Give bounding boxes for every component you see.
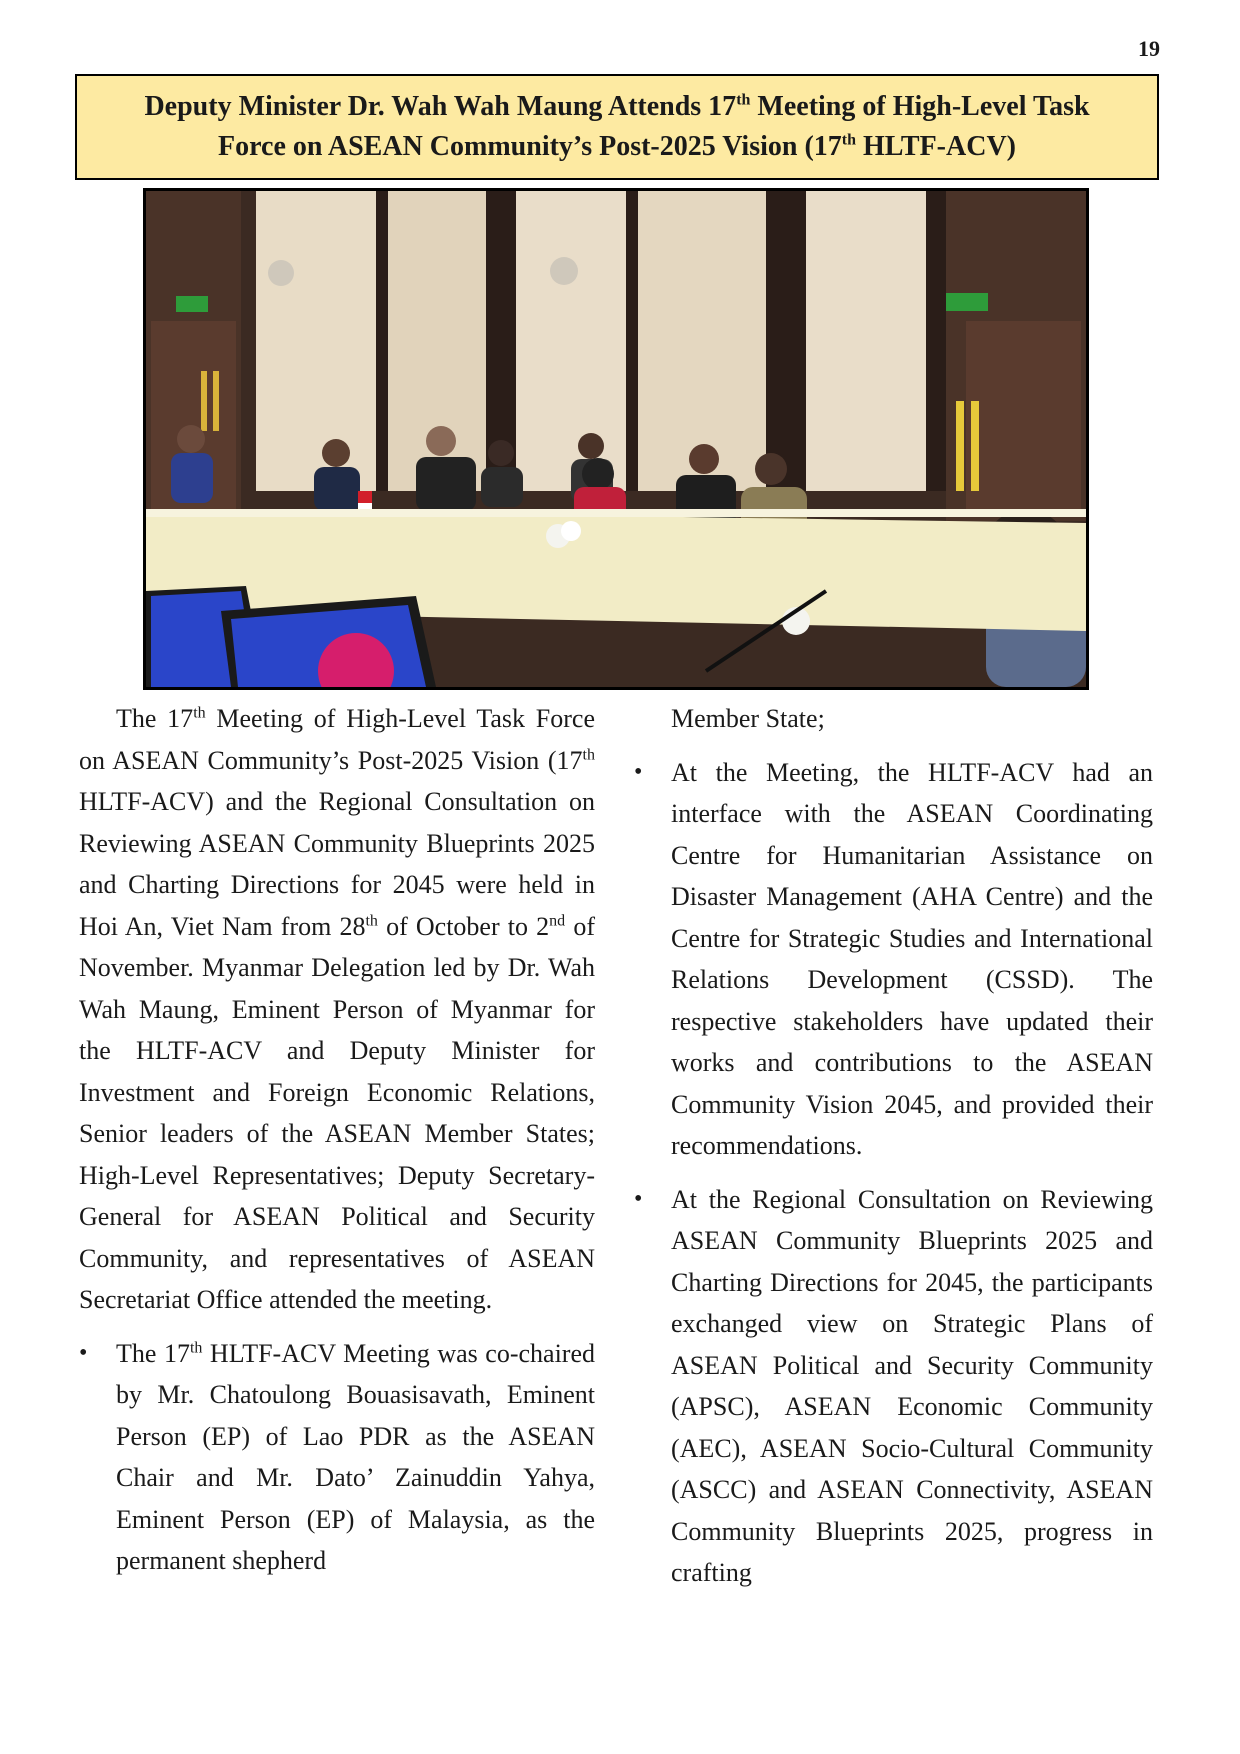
bullet-list-right xyxy=(634,752,1153,1594)
page-number: 19 xyxy=(1138,36,1160,61)
meeting-photo-illustration xyxy=(146,191,1086,687)
left-column xyxy=(79,698,595,1594)
bullet-item-interface: • At the Meeting, the HLTF-ACV had an interface with the ASEAN Coordinating Centre for Humanitarian Assistance on Disaster Management (AHA Centre) and the Centre for Strategic Studies and International Relations Development (CSSD). The respective stakeholders have updated their works and contributions to the ASEAN Community Vision 2045, and provided their recommendations. xyxy=(634,752,1153,1167)
bullet-continuation: Member State; xyxy=(671,704,825,733)
title-line-1: Deputy Minister Dr. Wah Wah Maung Attends 17th Meeting of High-Level Task xyxy=(144,91,1090,122)
meeting-photo xyxy=(143,188,1089,690)
bullet-list-left xyxy=(79,1333,595,1582)
title-line-2: Force on ASEAN Community’s Post-2025 Vision (17th HLTF-ACV) xyxy=(217,131,1016,162)
article-title xyxy=(75,74,1159,180)
bullet-item-regional-consultation: • At the Regional Consultation on Reviewing ASEAN Community Blueprints 2025 and Charting Directions for 2045, the participants exchanged view on Strategic Plans of ASEAN Political and Security Community (APSC), ASEAN Economic Community (AEC), ASEAN Socio-Cultural Community (ASCC) and ASEAN Connectivity, ASEAN Community Blueprints 2025, progress in crafting xyxy=(634,1179,1153,1594)
intro-paragraph: The 17th Meeting of High-Level Task Force on ASEAN Community’s Post-2025 Vision (17th HLTF-ACV) and the Regional Consultation on Reviewing ASEAN Community Blueprints 2025 and Charting Directions for 2045 were held in Hoi An, Viet Nam from 28th of October to 2nd of November. Myanmar Delegation led by Dr. Wah Wah Maung, Eminent Person of Myanmar for the HLTF-ACV and Deputy Minister for Investment and Foreign Economic Relations, Senior leaders of the ASEAN Member States; High-Level Representatives; Deputy Secretary-General for ASEAN Political and Security Community, and representatives of ASEAN Secretariat Office attended the meeting. xyxy=(79,704,596,1314)
bullet-item-co-chairs: • The 17th HLTF-ACV Meeting was co-chaired by Mr. Chatoulong Bouasisavath, Eminent Person (EP) of Lao PDR as the ASEAN Chair and Mr. Dato’ Zainuddin Yahya, Eminent Person (EP) of Malaysia, as the permanent shepherd xyxy=(79,1333,595,1582)
right-column xyxy=(634,698,1153,1606)
